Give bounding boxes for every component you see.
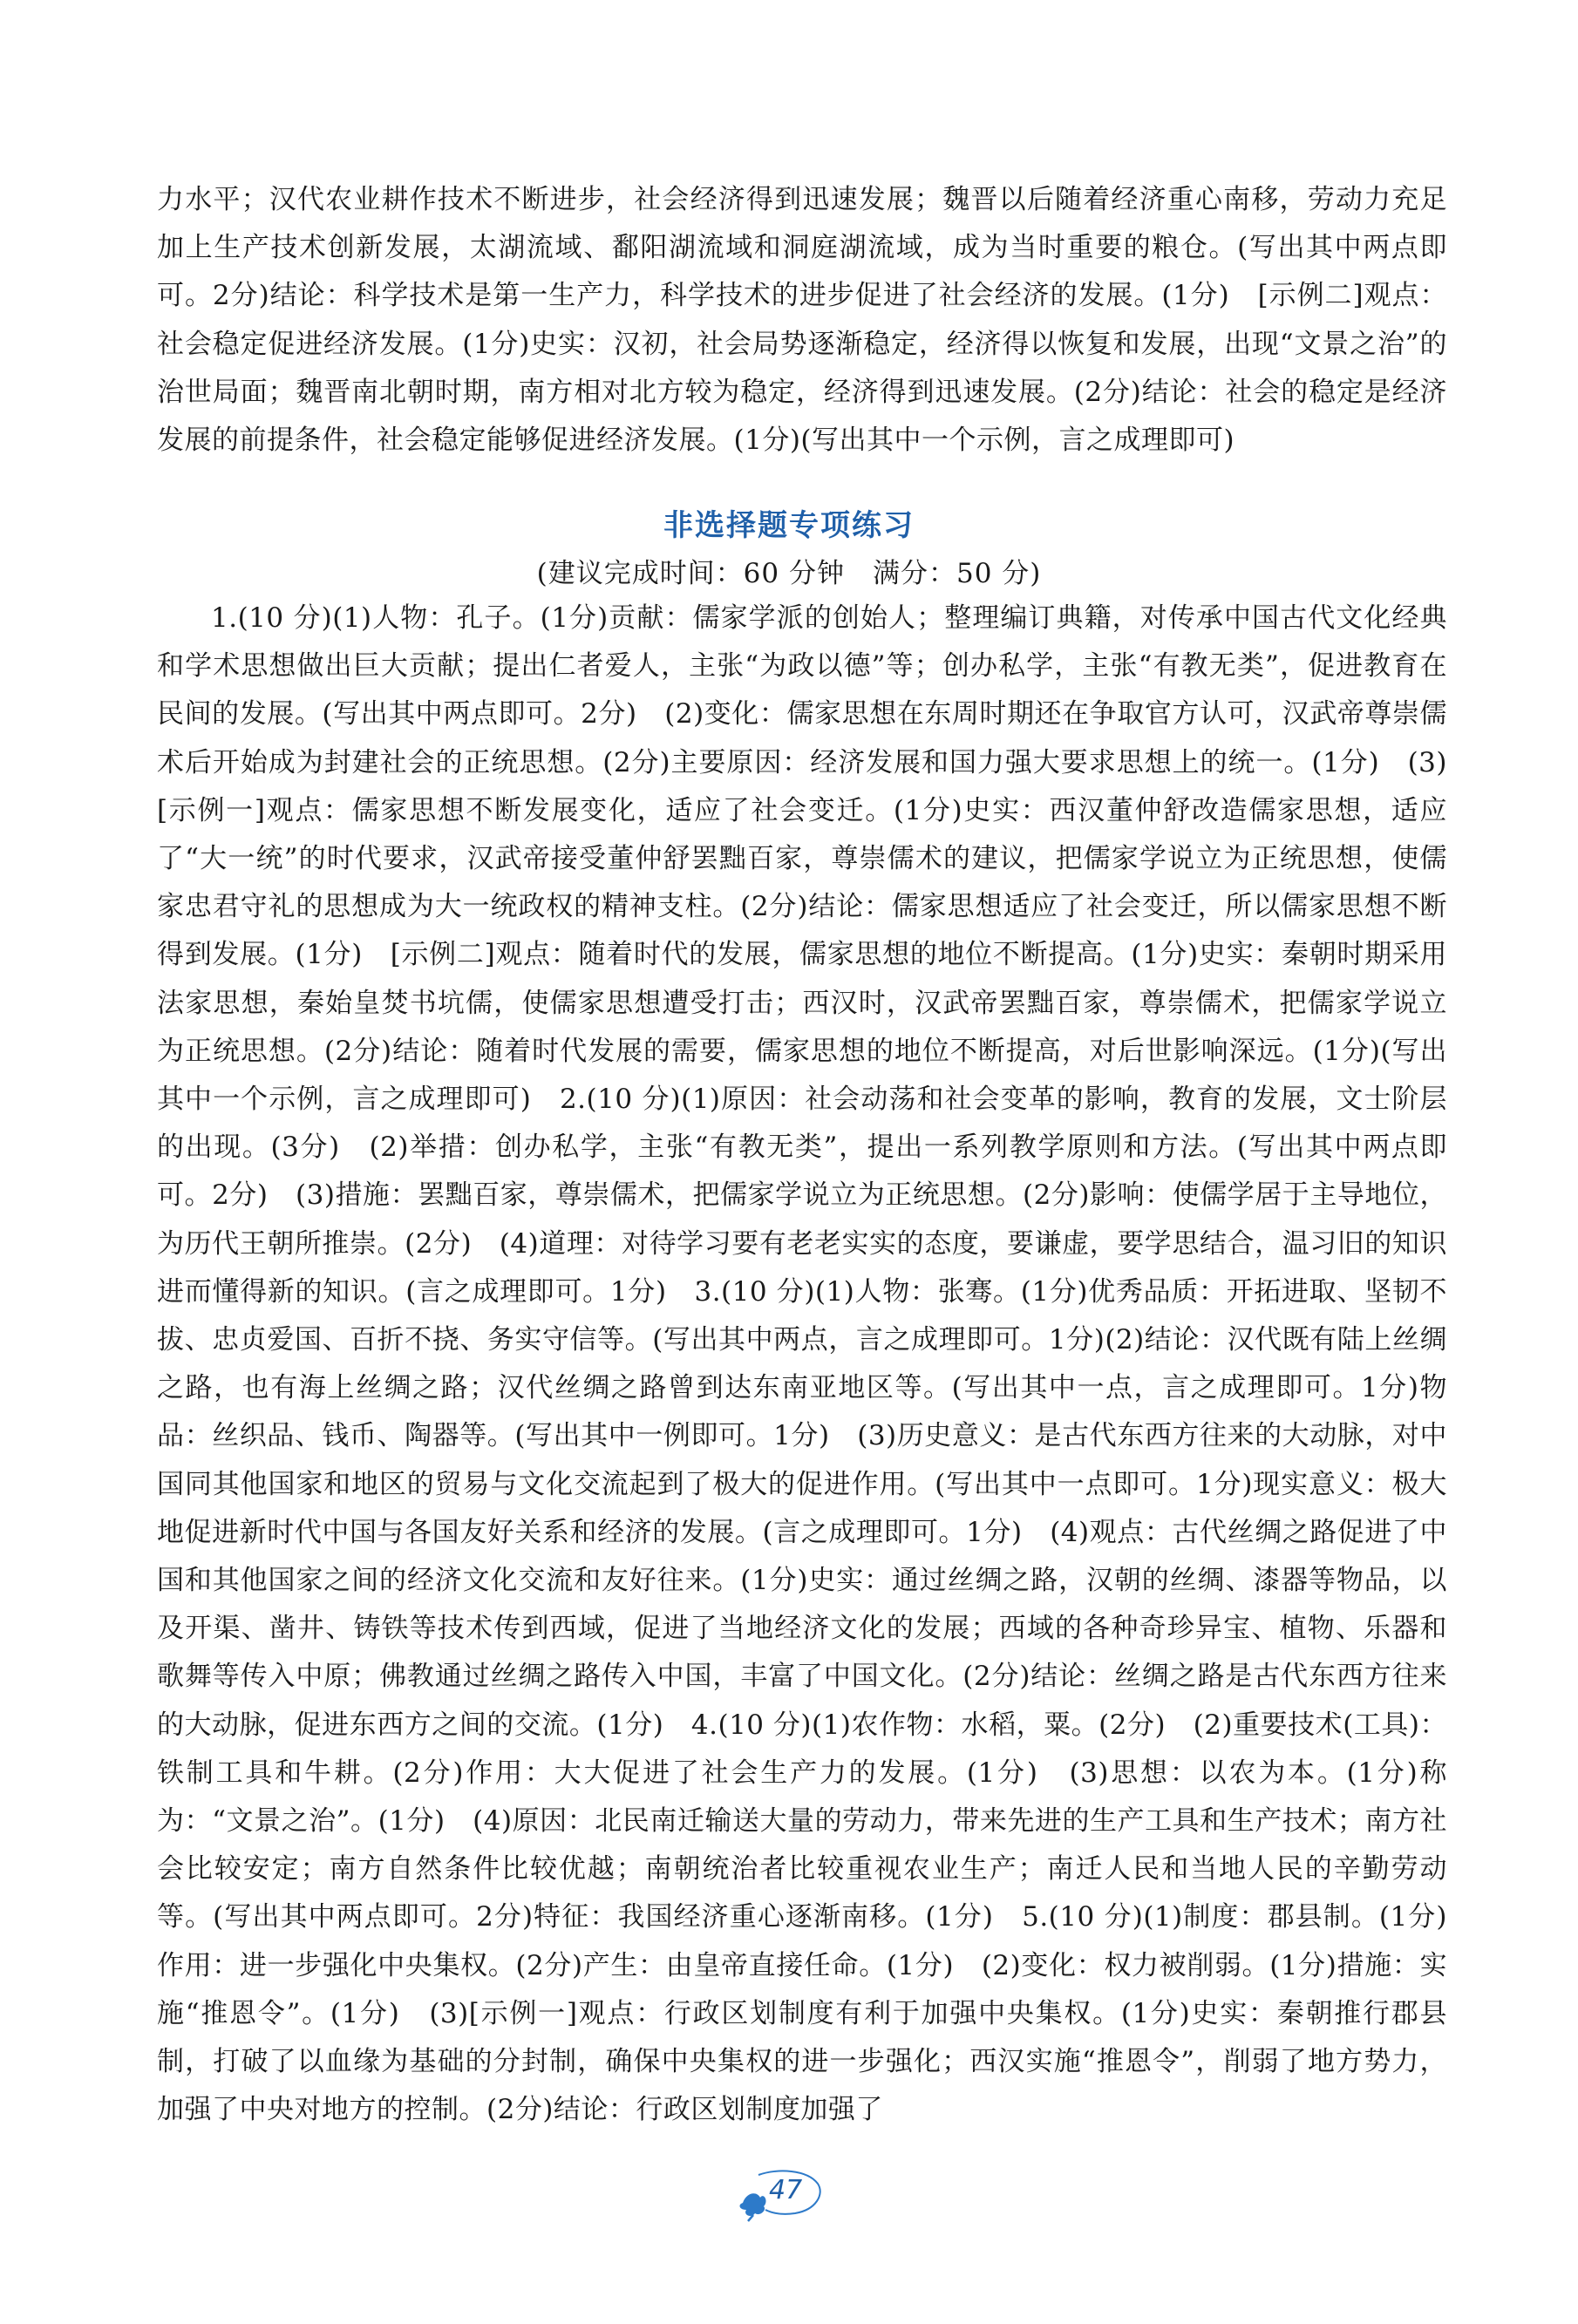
page-number-badge bbox=[734, 2166, 830, 2222]
page-number: 47 bbox=[769, 2175, 803, 2205]
answers-paragraph bbox=[157, 595, 1447, 2136]
intro-paragraph bbox=[157, 176, 1447, 468]
section-title: 非选择题专项练习 bbox=[663, 508, 915, 543]
intro-text: 力水平；汉代农业耕作技术不断进步，社会经济得到迅速发展；魏晋以后随着经济重心南移，劳动力充足加上生产技术创新发展，太湖流域、鄱阳湖流域和洞庭湖流域，成为当时重要的粮仓。(写出其中两点即可。2分)结论：科学技术是第一生产力，科学技术的进步促进了社会经济的发展。(1分) [示例二]观点：社会稳定促进经济发展。(1分)史实：汉初，社会局势逐渐稳定，经济得以恢复和发展，出现“文景之治”的治世局面；魏晋南北朝时期，南方相对北方较为稳定，经济得到迅速发展。(2分)结论：社会的稳定是经济发展的前提条件，社会稳定能够促进经济发展。(1分)(写出其中一个示例，言之成理即可) bbox=[157, 184, 1447, 457]
answers-text: 1.(10 分)(1)人物：孔子。(1分)贡献：儒家学派的创始人；整理编订典籍，对传承中国古代文化经典和学术思想做出巨大贡献；提出仁者爱人，主张“为政以德”等；创办私学，主张“有教无类”，促进教育在民间的发展。(写出其中两点即可。2分) (2)变化：儒家思想在东周时期还在争取官方认可，汉武帝尊崇儒术后开始成为封建社会的正统思想。(2分)主要原因：经济发展和国力强大要求思想上的统一。(1分) (3)[示例一]观点：儒家思想不断发展变化，适应了社会变迁。(1分)史实：西汉董仲舒改造儒家思想，适应了“大一统”的时代要求，汉武帝接受董仲舒罢黜百家，尊崇儒术的建议，把儒家学说立为正统思想，使儒家忠君守礼的思想成为大一统政权的精神支柱。(2分)结论：儒家思想适应了社会变迁，所以儒家思想不断得到发展。(1分) [示例二]观点：随着时代的发展，儒家思想的地位不断提高。(1分)史实：秦朝时期采用法家思想，秦始皇焚书坑儒，使儒家思想遭受打击；西汉时，汉武帝罢黜百家，尊崇儒术，把儒家学说立为正统思想。(2分)结论：随着时代发展的需要，儒家思想的地位不断提高，对后世影响深远。(1分)(写出其中一个示例，言之成理即可) 2.(10 分)(1)原因：社会动荡和社会变革的影响，教育的发展，文士阶层的出现。(3分) (2)举措：创办私学，主张“有教无类”，提出一系列教学原则和方法。(写出其中两点即可。2分) (3)措施：罢黜百家，尊崇儒术，把儒家学说立为正统思想。(2分)影响：使儒学居于主导地位，为历代王朝所推崇。(2分) (4)道理：对待学习要有老老实实的态度，要谦虚，要学思结合，温习旧的知识进而懂得新的知识。(言之成理即可。1分) 3.(10 分)(1)人物：张骞。(1分)优秀品质：开拓进取、坚韧不拔、忠贞爱国、百折不挠、务实守信等。(写出其中两点，言之成理即可。1分)(2)结论：汉代既有陆上丝绸之路，也有海上丝绸之路；汉代丝绸之路曾到达东南亚地区等。(写出其中一点，言之成理即可。1分)物品：丝织品、钱币、陶器等。(写出其中一例即可。1分) (3)历史意义：是古代东西方往来的大动脉，对中国同其他国家和地区的贸易与文化交流起到了极大的促进作用。(写出其中一点即可。1分)现实意义：极大地促进新时代中国与各国友好关系和经济的发展。(言之成理即可。1分) (4)观点：古代丝绸之路促进了中国和其他国家之间的经济文化交流和友好往来。(1分)史实：通过丝绸之路，汉朝的丝绸、漆器等物品，以及开渠、凿井、铸铁等技术传到西域，促进了当地经济文化的发展；西域的各种奇珍异宝、植物、乐器和歌舞等传入中原；佛教通过丝绸之路传入中国，丰富了中国文化。(2分)结论：丝绸之路是古代东西方往来的大动脉，促进东西方之间的交流。(1分) 4.(10 分)(1)农作物：水稻，粟。(2分) (2)重要技术(工具)：铁制工具和牛耕。(2分)作用：大大促进了社会生产力的发展。(1分) (3)思想：以农为本。(1分)称为：“文景之治”。(1分) (4)原因：北民南迁输送大量的劳动力，带来先进的生产工具和生产技术；南方社会比较安定；南方自然条件比较优越；南朝统治者比较重视农业生产；南迁人民和当地人民的辛勤劳动等。(写出其中两点即可。2分)特征：我国经济重心逐渐南移。(1分) 5.(10 分)(1)制度：郡县制。(1分)作用：进一步强化中央集权。(2分)产生：由皇帝直接任命。(1分) (2)变化：权力被削弱。(1分)措施：实施“推恩令”。(1分) (3)[示例一]观点：行政区划制度有利于加强中央集权。(1分)史实：秦朝推行郡县制，打破了以血缘为基础的分封制，确保中央集权的进一步强化；西汉实施“推恩令”，削弱了地方势力，加强了中央对地方的控制。(2分)结论：行政区划制度加强了 bbox=[157, 602, 1447, 2126]
section-subtitle: (建议完成时间：60 分钟 满分：50 分) bbox=[536, 558, 1042, 589]
